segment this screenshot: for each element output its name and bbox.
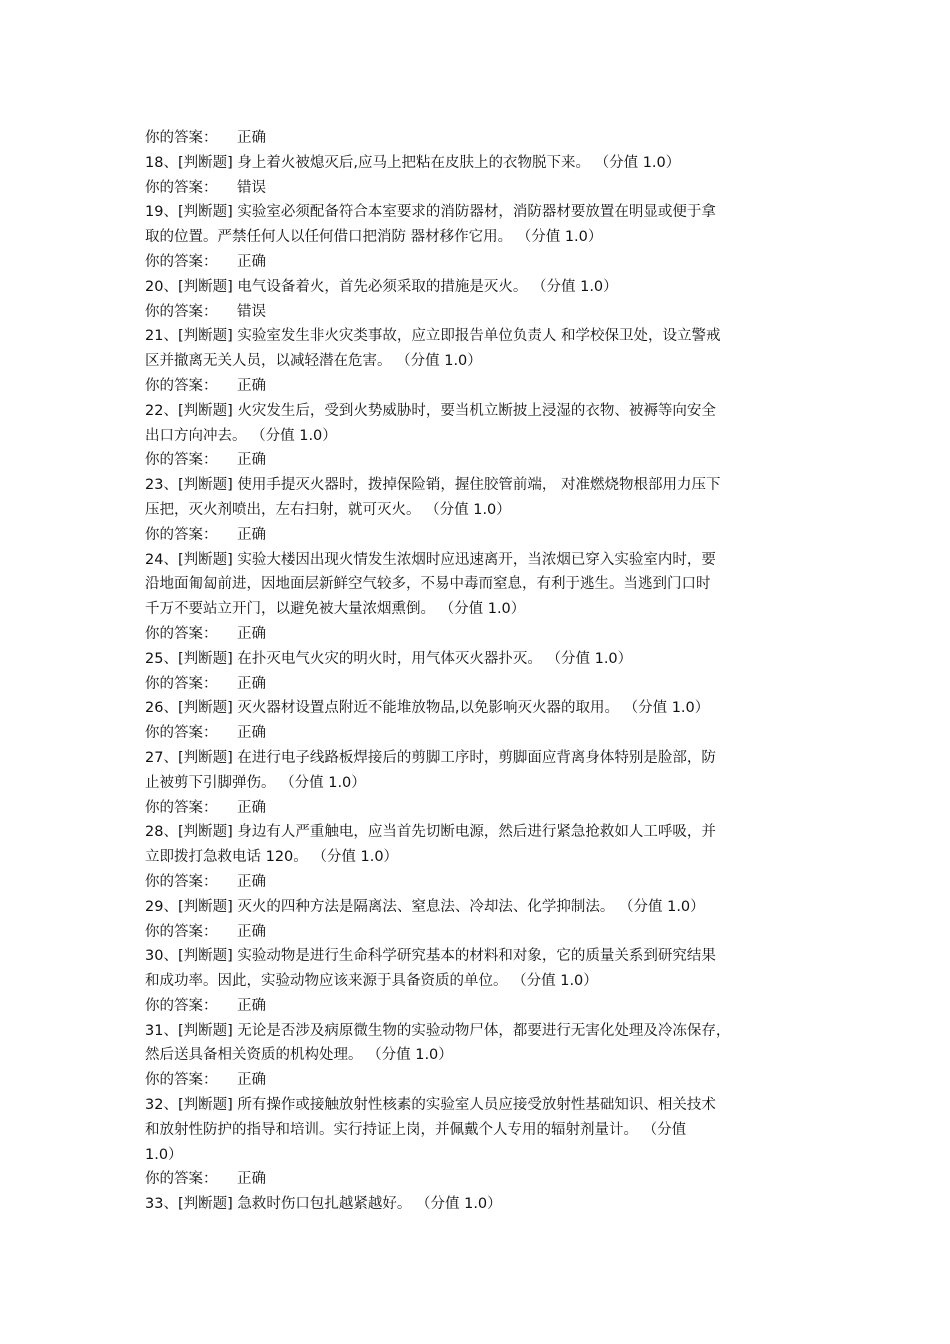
answer-row	[145, 176, 815, 201]
answer-label: 你的答案：	[145, 1171, 218, 1188]
answer-label: 你的答案：	[145, 923, 218, 940]
question-text-line: 区并撤离无关人员，以减轻潜在危害。 （分值 1.0）	[145, 353, 482, 370]
question-text-line: 出口方向冲去。 （分值 1.0）	[145, 427, 337, 444]
answer-value: 正确	[237, 1072, 266, 1089]
question-item	[145, 399, 815, 449]
question-item	[145, 151, 815, 176]
question-text-line: 30、[判断题] 实验动物是进行生命科学研究基本的材料和对象，它的质量关系到研究结果	[145, 948, 716, 965]
question-text-line: 24、[判断题] 实验大楼因出现火情发生浓烟时应迅速离开，当浓烟已穿入实验室内时，要	[145, 551, 716, 568]
answer-row	[145, 920, 815, 945]
question-text-line: 沿地面匍匐前进，因地面层新鲜空气较多，不易中毒而窒息，有利于逃生。当逃到门口时	[145, 576, 711, 593]
answer-label: 你的答案：	[145, 1072, 218, 1089]
question-text-line: 然后送具备相关资质的机构处理。 （分值 1.0）	[145, 1047, 453, 1064]
question-text-line: 21、[判断题] 实验室发生非火灾类事故，应立即报告单位负责人 和学校保卫处，设立警戒	[145, 328, 721, 345]
question-item	[145, 746, 815, 796]
answer-value: 正确	[237, 997, 266, 1014]
question-text-line: 27、[判断题] 在进行电子线路板焊接后的剪脚工序时，剪脚面应背离身体特别是脸部，防	[145, 749, 716, 766]
question-text-line: 18、[判断题] 身上着火被熄灭后,应马上把粘在皮肤上的衣物脱下来。 （分值 1.0）	[145, 154, 681, 171]
answer-label: 你的答案：	[145, 873, 218, 890]
question-text-line: 和成功率。因此，实验动物应该来源于具备资质的单位。 （分值 1.0）	[145, 973, 598, 990]
answer-row	[145, 1167, 815, 1192]
answer-label: 你的答案：	[145, 725, 218, 742]
answer-row	[145, 870, 815, 895]
question-text-line: 29、[判断题] 灭火的四种方法是隔离法、窒息法、冷却法、化学抑制法。 （分值 1.0）	[145, 898, 705, 915]
answer-row	[145, 796, 815, 821]
answer-row	[145, 448, 815, 473]
question-text-line: 1.0）	[145, 1146, 183, 1163]
answer-value: 错误	[237, 179, 266, 196]
question-item	[145, 820, 815, 870]
question-text-line: 31、[判断题] 无论是否涉及病原微生物的实验动物尸体，都要进行无害化处理及冷冻保存，	[145, 1022, 731, 1039]
answer-row	[145, 374, 815, 399]
question-text-line: 23、[判断题] 使用手提灭火器时，拨掉保险销，握住胶管前端， 对准燃烧物根部用力压下	[145, 477, 721, 494]
answer-label: 你的答案：	[145, 377, 218, 394]
answer-value: 正确	[237, 452, 266, 469]
answer-row	[145, 300, 815, 325]
question-item	[145, 548, 815, 622]
answer-value: 正确	[237, 725, 266, 742]
question-item	[145, 1019, 815, 1069]
answer-label: 你的答案：	[145, 799, 218, 816]
question-item	[145, 895, 815, 920]
question-item	[145, 275, 815, 300]
answer-label: 你的答案：	[145, 130, 218, 146]
answer-label: 你的答案：	[145, 452, 218, 469]
question-item	[145, 324, 815, 374]
answer-row	[145, 523, 815, 548]
answer-label: 你的答案：	[145, 179, 218, 196]
question-item	[145, 647, 815, 672]
answer-value: 正确	[237, 1171, 266, 1188]
question-text-line: 32、[判断题] 所有操作或接触放射性核素的实验室人员应接受放射性基础知识、相关技术	[145, 1097, 716, 1114]
answer-row	[145, 126, 815, 151]
answer-value: 正确	[237, 873, 266, 890]
answer-row	[145, 672, 815, 697]
answer-label: 你的答案：	[145, 675, 218, 692]
answer-value: 正确	[237, 377, 266, 394]
question-item	[145, 1093, 815, 1167]
answer-label: 你的答案：	[145, 625, 218, 642]
question-item	[145, 200, 815, 250]
answer-label: 你的答案：	[145, 303, 218, 320]
answer-row	[145, 622, 815, 647]
answer-row	[145, 994, 815, 1019]
question-text-line: 压把，灭火剂喷出，左右扫射，就可灭火。 （分值 1.0）	[145, 501, 511, 518]
quiz-answer-list	[145, 126, 815, 1217]
question-text-line: 立即拨打急救电话 120。 （分值 1.0）	[145, 849, 399, 866]
question-text-line: 25、[判断题] 在扑灭电气火灾的明火时，用气体灭火器扑灭。 （分值 1.0）	[145, 650, 633, 667]
question-text-line: 26、[判断题] 灭火器材设置点附近不能堆放物品,以免影响灭火器的取用。 （分值 1.0）	[145, 700, 710, 717]
question-item	[145, 696, 815, 721]
answer-value: 正确	[237, 923, 266, 940]
answer-row	[145, 250, 815, 275]
answer-label: 你的答案：	[145, 997, 218, 1014]
question-text-line: 28、[判断题] 身边有人严重触电，应当首先切断电源，然后进行紧急抢救如人工呼吸，并	[145, 824, 716, 841]
answer-value: 正确	[237, 130, 266, 146]
question-text-line: 19、[判断题] 实验室必须配备符合本室要求的消防器材，消防器材要放置在明显或便于拿	[145, 204, 716, 221]
question-text-line: 止被剪下引脚弹伤。 （分值 1.0）	[145, 774, 366, 791]
question-item	[145, 473, 815, 523]
answer-value: 正确	[237, 799, 266, 816]
answer-value: 错误	[237, 303, 266, 320]
question-item	[145, 1192, 815, 1217]
answer-row	[145, 1068, 815, 1093]
question-text-line: 和放射性防护的指导和培训。实行持证上岗，并佩戴个人专用的辐射剂量计。 （分值	[145, 1121, 687, 1138]
answer-value: 正确	[237, 625, 266, 642]
answer-row	[145, 721, 815, 746]
question-text-line: 取的位置。严禁任何人以任何借口把消防 器材移作它用。 （分值 1.0）	[145, 229, 603, 246]
question-text-line: 20、[判断题] 电气设备着火，首先必须采取的措施是灭火。 （分值 1.0）	[145, 278, 618, 295]
question-text-line: 22、[判断题] 火灾发生后，受到火势威胁时，要当机立断披上浸湿的衣物、被褥等向安全	[145, 402, 716, 419]
answer-label: 你的答案：	[145, 253, 218, 270]
question-item	[145, 944, 815, 994]
answer-value: 正确	[237, 253, 266, 270]
question-text-line: 33、[判断题] 急救时伤口包扎越紧越好。 （分值 1.0）	[145, 1196, 502, 1213]
answer-value: 正确	[237, 526, 266, 543]
answer-label: 你的答案：	[145, 526, 218, 543]
question-text-line: 千万不要站立开门，以避免被大量浓烟熏倒。 （分值 1.0）	[145, 601, 526, 618]
answer-value: 正确	[237, 675, 266, 692]
